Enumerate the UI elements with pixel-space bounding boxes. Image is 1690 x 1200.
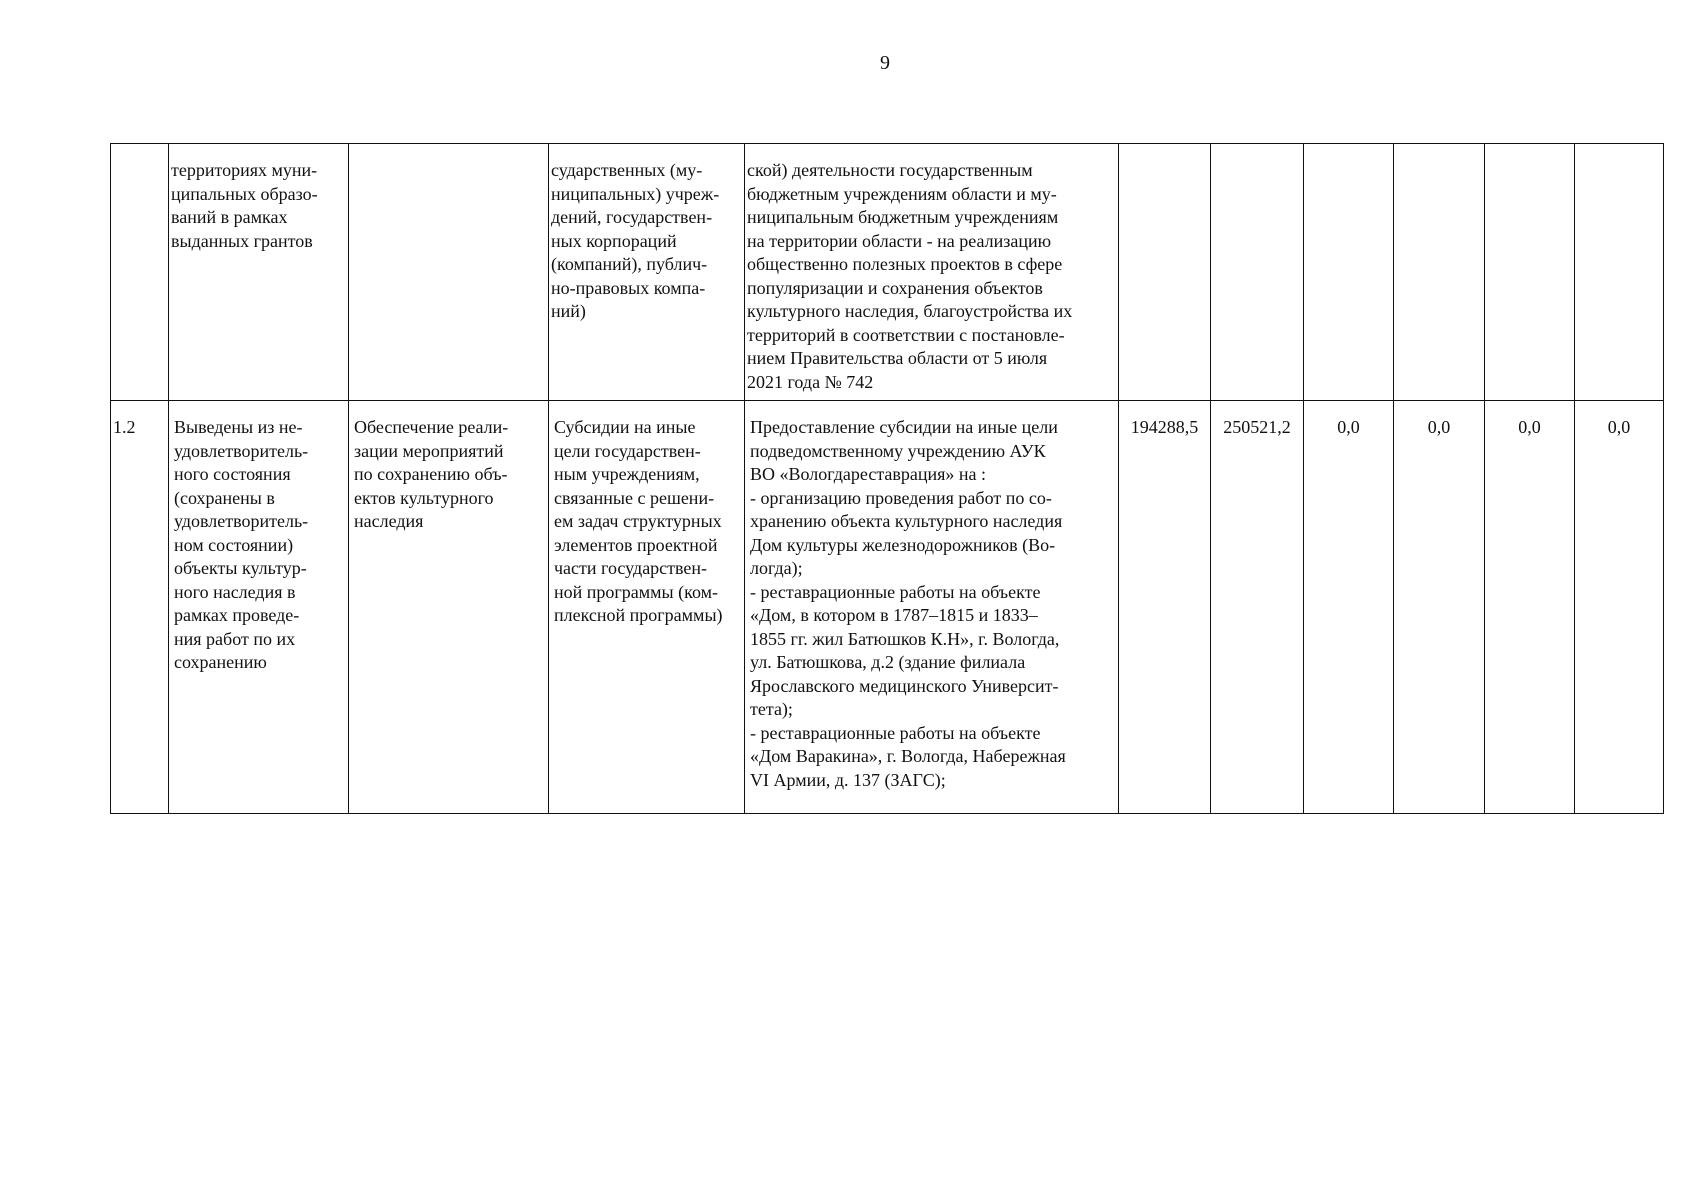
direction-text: Субсидии на иные цели государствен- ным учреждениям, связанные с решени- ем задач структурных элементов проектной части государствен- ной программы (ком- плексной программы) — [554, 417, 723, 625]
value-cell — [1119, 144, 1211, 401]
program-table — [110, 143, 1664, 814]
row-number: 1.2 — [113, 417, 136, 437]
value-cell — [1485, 144, 1575, 401]
value-cell — [1119, 401, 1211, 814]
table-row — [111, 401, 1664, 814]
row-number — [111, 144, 168, 165]
description-text: Предоставление субсидии на иные цели подведомственному учреждению АУК ВО «Вологдареставрация» на : - организацию проведения работ по со- хранению объекта культурного наследия Дом культуры железнодорожников (Во- логда); - реставрационные работы на объекте «Дом, в котором в 1787–1815 и 1833– 1855 гг. жил Батюшков К.Н», г. Вологда, ул. Батюшкова, д.2 (здание филиала Ярославского медицинского Университ- тета); - реставрационные работы на объекте «Дом Варакина», г. Вологда, Набережная VI Армии, д. 137 (ЗАГС); — [750, 417, 1066, 790]
value-cell — [1575, 144, 1664, 401]
result-cell — [169, 401, 349, 814]
value-6 — [1575, 144, 1663, 165]
task-text: Обеспечение реали- зации мероприятий по сохранению объ- ектов культурного наследия — [354, 417, 509, 531]
value-cell — [1211, 401, 1304, 814]
result-text: Выведены из не- удовлетворитель- ного состояния (сохранены в удовлетворитель- ном состоянии) объекты культур- ного наследия в рамках проведе- ния работ по их сохранению — [174, 417, 309, 672]
value-5: 0,0 — [1518, 417, 1541, 437]
direction-text: сударственных (му- ниципальных) учреж- дений, государствен- ных корпораций (компаний), публич- но-правовых компа- ний) — [551, 160, 720, 321]
value-1 — [1119, 144, 1210, 165]
task-cell — [349, 401, 549, 814]
value-1: 194288,5 — [1130, 417, 1199, 437]
value-4: 0,0 — [1427, 417, 1451, 437]
row-number-cell — [111, 144, 169, 401]
task-text — [349, 144, 548, 165]
table-row — [111, 144, 1664, 401]
value-cell — [1304, 401, 1394, 814]
result-cell — [169, 144, 349, 401]
value-3: 0,0 — [1337, 417, 1360, 437]
value-4 — [1394, 144, 1484, 165]
description-cell — [745, 144, 1119, 401]
value-cell — [1575, 401, 1664, 814]
value-cell — [1394, 401, 1485, 814]
value-cell — [1304, 144, 1394, 401]
value-6: 0,0 — [1607, 417, 1631, 437]
result-text: территориях муни- ципальных образо- ваний в рамках выданных грантов — [171, 160, 318, 251]
direction-cell — [549, 401, 745, 814]
description-cell — [745, 401, 1119, 814]
value-cell — [1394, 144, 1485, 401]
value-5 — [1485, 144, 1574, 165]
value-cell — [1485, 401, 1575, 814]
value-2: 250521,2 — [1223, 417, 1291, 437]
description-text: ской) деятельности государственным бюджетным учреждениям области и му- ниципальным бюджетным учреждениям на территории области - на реализацию общественно полезных проектов в сфере популяризации и сохранения объектов культурного наследия, благоустройства их территорий в соответствии с постановле- нием Правительства области от 5 июля 2021 года № 742 — [747, 160, 1073, 392]
value-cell — [1211, 144, 1304, 401]
page-number: 9 — [880, 52, 890, 74]
direction-cell — [549, 144, 745, 401]
row-number-cell — [111, 401, 169, 814]
value-3 — [1304, 144, 1393, 165]
value-2 — [1211, 144, 1303, 165]
task-cell — [349, 144, 549, 401]
